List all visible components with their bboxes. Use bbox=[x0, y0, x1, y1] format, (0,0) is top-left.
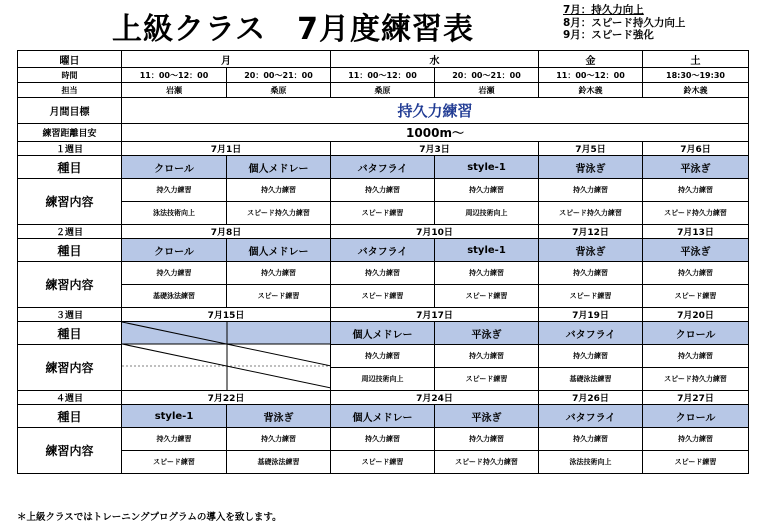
event-cell: クロール bbox=[643, 405, 749, 428]
content-cell: 持久力練習 bbox=[643, 428, 749, 451]
content-cell: スピード練習 bbox=[539, 285, 643, 308]
week-header bbox=[18, 308, 749, 322]
content-cell: 持久力練習 bbox=[331, 262, 435, 285]
time-cell: 20：00〜21：00 bbox=[227, 68, 331, 83]
event-cell: 個人メドレー bbox=[331, 322, 435, 345]
day-sat: 土 bbox=[643, 51, 749, 68]
content-cell: 基礎泳法練習 bbox=[539, 368, 643, 391]
day-mon: 月 bbox=[122, 51, 331, 68]
time-cell: 11：00〜12：00 bbox=[331, 68, 435, 83]
content-row bbox=[18, 262, 749, 285]
event-cell: 背泳ぎ bbox=[539, 239, 643, 262]
content-cell: スピード練習 bbox=[643, 285, 749, 308]
content-label: 練習内容 bbox=[18, 262, 122, 308]
content-cell: 基礎泳法練習 bbox=[227, 451, 331, 474]
week-header bbox=[18, 225, 749, 239]
date-cell: 7月6日 bbox=[643, 142, 749, 156]
week-label: １週目 bbox=[18, 142, 122, 156]
time-cell: 11：00〜12：00 bbox=[539, 68, 643, 83]
event-cell: 平泳ぎ bbox=[435, 322, 539, 345]
coach-cell: 岩瀬 bbox=[435, 83, 539, 98]
content-cell: 持久力練習 bbox=[435, 428, 539, 451]
content-cell: 持久力練習 bbox=[539, 179, 643, 202]
content-cell: 持久力練習 bbox=[643, 262, 749, 285]
day-wed: 水 bbox=[331, 51, 539, 68]
no-practice-cell bbox=[122, 322, 331, 391]
week-label: ３週目 bbox=[18, 308, 122, 322]
content-cell: 持久力練習 bbox=[227, 262, 331, 285]
coach-cell: 鈴木義 bbox=[539, 83, 643, 98]
content-cell: 持久力練習 bbox=[122, 428, 227, 451]
date-cell: 7月8日 bbox=[122, 225, 331, 239]
distance-label: 練習距離目安 bbox=[18, 124, 122, 142]
page-title: 上級クラス 7月度練習表 bbox=[112, 12, 474, 47]
event-cell: 平泳ぎ bbox=[435, 405, 539, 428]
event-cell: style-1 bbox=[435, 156, 539, 179]
content-cell: 泳法技術向上 bbox=[539, 451, 643, 474]
goal-label: 月間目標 bbox=[18, 98, 122, 124]
content-label: 練習内容 bbox=[18, 179, 122, 225]
content-cell: スピード持久力練習 bbox=[539, 202, 643, 225]
day-label: 曜日 bbox=[18, 51, 122, 68]
distance-row bbox=[18, 124, 749, 142]
event-cell: 平泳ぎ bbox=[643, 239, 749, 262]
content-cell: 泳法技術向上 bbox=[122, 202, 227, 225]
content-cell: 基礎泳法練習 bbox=[122, 285, 227, 308]
event-label: 種目 bbox=[18, 405, 122, 428]
content-row bbox=[18, 285, 749, 308]
content-cell: スピード練習 bbox=[331, 285, 435, 308]
content-row bbox=[18, 428, 749, 451]
legend-august: 8月：スピード持久力向上 bbox=[563, 16, 686, 29]
event-row bbox=[18, 239, 749, 262]
date-cell: 7月10日 bbox=[331, 225, 539, 239]
content-cell: 持久力練習 bbox=[331, 345, 435, 368]
content-cell: 持久力練習 bbox=[435, 262, 539, 285]
content-cell: 持久力練習 bbox=[331, 179, 435, 202]
content-row bbox=[18, 179, 749, 202]
date-cell: 7月12日 bbox=[539, 225, 643, 239]
event-cell: 個人メドレー bbox=[227, 239, 331, 262]
date-cell: 7月24日 bbox=[331, 391, 539, 405]
goal-row bbox=[18, 98, 749, 124]
distance-value: 1000m〜 bbox=[122, 124, 749, 142]
strike-diagonal bbox=[122, 322, 331, 391]
time-label: 時間 bbox=[18, 68, 122, 83]
content-cell: 持久力練習 bbox=[539, 345, 643, 368]
content-row bbox=[18, 451, 749, 474]
date-cell: 7月3日 bbox=[331, 142, 539, 156]
event-cell: 個人メドレー bbox=[331, 405, 435, 428]
date-cell: 7月20日 bbox=[643, 308, 749, 322]
content-cell: スピード練習 bbox=[331, 202, 435, 225]
time-row bbox=[18, 68, 749, 83]
date-cell: 7月22日 bbox=[122, 391, 331, 405]
time-cell: 18:30〜19:30 bbox=[643, 68, 749, 83]
event-cell: クロール bbox=[122, 156, 227, 179]
event-cell: style-1 bbox=[435, 239, 539, 262]
event-cell: バタフライ bbox=[539, 322, 643, 345]
event-cell: クロール bbox=[122, 239, 227, 262]
week-label: ４週目 bbox=[18, 391, 122, 405]
event-cell: 個人メドレー bbox=[227, 156, 331, 179]
legend-september: 9月：スピード強化 bbox=[563, 29, 654, 41]
date-cell: 7月13日 bbox=[643, 225, 749, 239]
date-cell: 7月19日 bbox=[539, 308, 643, 322]
content-cell: 持久力練習 bbox=[435, 179, 539, 202]
content-row bbox=[18, 202, 749, 225]
event-cell: style-1 bbox=[122, 405, 227, 428]
content-cell: スピード練習 bbox=[227, 285, 331, 308]
content-cell: スピード練習 bbox=[643, 451, 749, 474]
content-cell: スピード練習 bbox=[331, 451, 435, 474]
date-cell: 7月26日 bbox=[539, 391, 643, 405]
content-cell: スピード練習 bbox=[435, 368, 539, 391]
content-cell: スピード練習 bbox=[435, 285, 539, 308]
day-fri: 金 bbox=[539, 51, 643, 68]
coach-row bbox=[18, 83, 749, 98]
goal-value: 持久力練習 bbox=[122, 98, 749, 124]
coach-cell: 桑原 bbox=[227, 83, 331, 98]
content-cell: スピード練習 bbox=[122, 451, 227, 474]
legend-july: 7月：持久力向上 bbox=[563, 4, 644, 16]
week-header bbox=[18, 391, 749, 405]
event-cell: バタフライ bbox=[539, 405, 643, 428]
content-cell: 持久力練習 bbox=[539, 428, 643, 451]
time-cell: 20：00〜21：00 bbox=[435, 68, 539, 83]
content-label: 練習内容 bbox=[18, 428, 122, 474]
week-header bbox=[18, 142, 749, 156]
time-cell: 11：00〜12：00 bbox=[122, 68, 227, 83]
event-cell: 背泳ぎ bbox=[227, 405, 331, 428]
coach-cell: 桑原 bbox=[331, 83, 435, 98]
content-cell: スピード持久力練習 bbox=[227, 202, 331, 225]
content-cell: スピード持久力練習 bbox=[643, 202, 749, 225]
content-cell: 持久力練習 bbox=[122, 262, 227, 285]
content-cell: 周辺技術向上 bbox=[331, 368, 435, 391]
day-row bbox=[18, 51, 749, 68]
content-cell: スピード持久力練習 bbox=[643, 368, 749, 391]
event-row bbox=[18, 156, 749, 179]
content-cell: 持久力練習 bbox=[435, 345, 539, 368]
week-label: ２週目 bbox=[18, 225, 122, 239]
content-cell: 持久力練習 bbox=[122, 179, 227, 202]
content-cell: 持久力練習 bbox=[227, 428, 331, 451]
footnote: ＊上級クラスではトレーニングプログラムの導入を致します。 bbox=[17, 512, 282, 523]
event-cell: バタフライ bbox=[331, 239, 435, 262]
event-cell: 背泳ぎ bbox=[539, 156, 643, 179]
event-cell: 平泳ぎ bbox=[643, 156, 749, 179]
date-cell: 7月17日 bbox=[331, 308, 539, 322]
content-cell: 持久力練習 bbox=[331, 428, 435, 451]
event-label: 種目 bbox=[18, 156, 122, 179]
content-cell: 持久力練習 bbox=[643, 345, 749, 368]
date-cell: 7月5日 bbox=[539, 142, 643, 156]
event-label: 種目 bbox=[18, 322, 122, 345]
monthly-theme-legend bbox=[563, 4, 685, 42]
event-cell: バタフライ bbox=[331, 156, 435, 179]
date-cell: 7月1日 bbox=[122, 142, 331, 156]
content-cell: 持久力練習 bbox=[643, 179, 749, 202]
content-cell: 持久力練習 bbox=[539, 262, 643, 285]
practice-schedule-table bbox=[17, 50, 749, 474]
event-row bbox=[18, 322, 749, 345]
content-cell: 持久力練習 bbox=[227, 179, 331, 202]
coach-cell: 岩瀬 bbox=[122, 83, 227, 98]
content-cell: 周辺技術向上 bbox=[435, 202, 539, 225]
content-label: 練習内容 bbox=[18, 345, 122, 391]
event-label: 種目 bbox=[18, 239, 122, 262]
coach-label: 担当 bbox=[18, 83, 122, 98]
date-cell: 7月27日 bbox=[643, 391, 749, 405]
event-cell: クロール bbox=[643, 322, 749, 345]
event-row bbox=[18, 405, 749, 428]
coach-cell: 鈴木義 bbox=[643, 83, 749, 98]
date-cell: 7月15日 bbox=[122, 308, 331, 322]
content-cell: スピード持久力練習 bbox=[435, 451, 539, 474]
